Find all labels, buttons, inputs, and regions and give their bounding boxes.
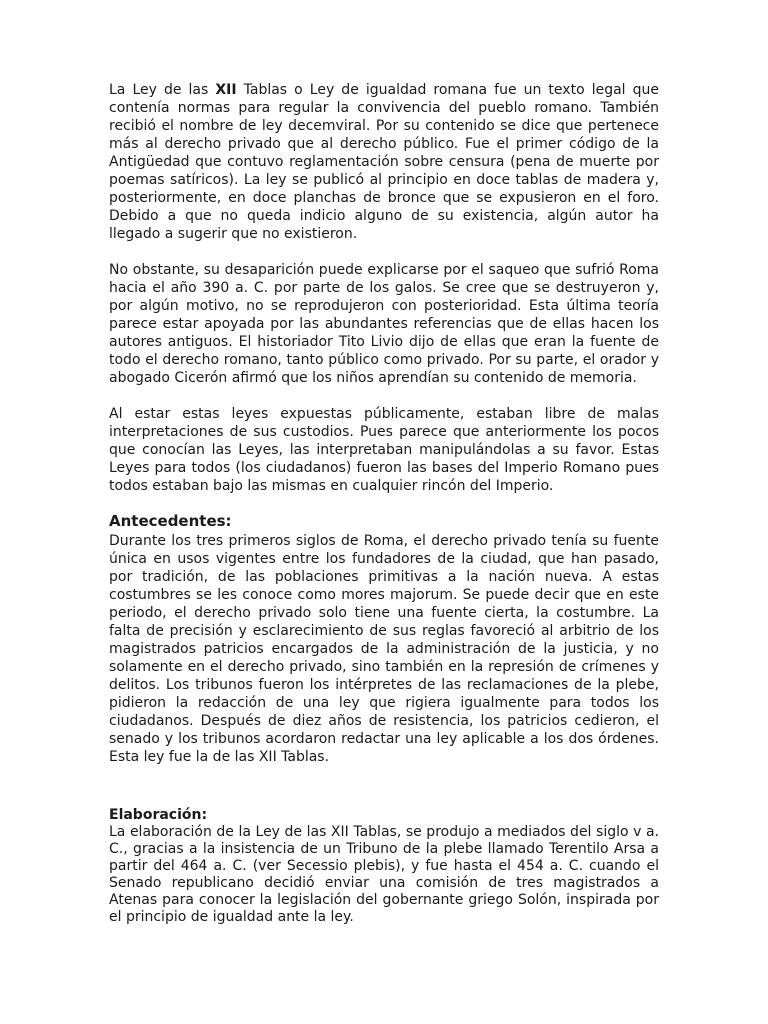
heading-antecedentes: Antecedentes: (109, 512, 232, 530)
heading-elaboracion: Elaboración: (109, 807, 208, 823)
paragraph-antecedentes: Durante los tres primeros siglos de Roma, el derecho privado tenía su fuente única en usos vigentes entre los fundadores de la ciudad, que han pasado, por tradición, de las poblaciones primitivas a la nación nueva. A estas costumbres se les conoce como mores majorum. Se puede decir que en este periodo, el derecho privado solo tiene una fuente cierta, la costumbre. La falta de precisión y esclarecimiento de sus reglas favoreció al arbitrio de los magistrados patricios encargados de la administración de la justicia, y no solamente en el derecho privado, sino también en la represión de crímenes y delitos. Los tribunos fueron los intérpretes de las reclamaciones de la plebe, pidieron la redacción de una ley que rigiera igualmente para todos los ciudadanos. Después de diez años de resistencia, los patricios cedieron, el senado y los tribunos acordaron redactar una ley aplicable a los dos órdenes. Esta ley fue la de las XII Tablas. (109, 533, 659, 765)
paragraph-intro (109, 81, 659, 243)
paragraph-leyes-expuestas: Al estar estas leyes expuestas públicamente, estaban libre de malas interpretaciones de sus custodios. Pues parece que anteriormente los pocos que conocían las Leyes, las interpretaban manipulándolas a su favor. Estas Leyes para todos (los ciudadanos) fueron las bases del Imperio Romano pues todos estaban bajo las mismas en cualquier rincón del Imperio. (109, 406, 659, 494)
document-page (109, 81, 659, 926)
paragraph-intro-after: Tablas o Ley de igualdad romana fue un texto legal que contenía normas para regular la convivencia del pueblo romano. También recibió el nombre de ley decemviral. Por su contenido se dice que pertenece más al derecho privado que al derecho público. Fue el primer código de la Antigüedad que contuvo reglamentación sobre censura (pena de muerte por poemas satíricos). La ley se publicó al principio en doce tablas de madera y, posteriormente, en doce planchas de bronce que se expusieron en el foro. Debido a que no queda indicio alguno de su existencia, algún autor ha llegado a sugerir que no existieron. (109, 82, 659, 242)
paragraph-elaboracion: La elaboración de la Ley de las XII Tablas, se produjo a mediados del siglo v a. C., gracias a la insistencia de un Tribuno de la plebe llamado Terentilo Arsa a partir del 464 a. C. (ver Secessio plebis), y fue hasta el 454 a. C. cuando el Senado republicano decidió enviar una comisión de tres magistrados a Atenas para conocer la legislación del gobernante griego Solón, inspirada por el principio de igualdad ante la ley. (109, 824, 659, 925)
paragraph-intro-bold: XII (215, 82, 237, 98)
paragraph-intro-before: La Ley de las (109, 82, 216, 98)
paragraph-desaparicion: No obstante, su desaparición puede explicarse por el saqueo que sufrió Roma hacia el año 390 a. C. por parte de los galos. Se cree que se destruyeron y, por algún motivo, no se reprodujeron con posterioridad. Esta última teoría parece estar apoyada por las abundantes referencias que de ellas hacen los autores antiguos. El historiador Tito Livio dijo de ellas que eran la fuente de todo el derecho romano, tanto público como privado. Por su parte, el orador y abogado Cicerón afirmó que los niños aprendían su contenido de memoria. (109, 262, 659, 386)
